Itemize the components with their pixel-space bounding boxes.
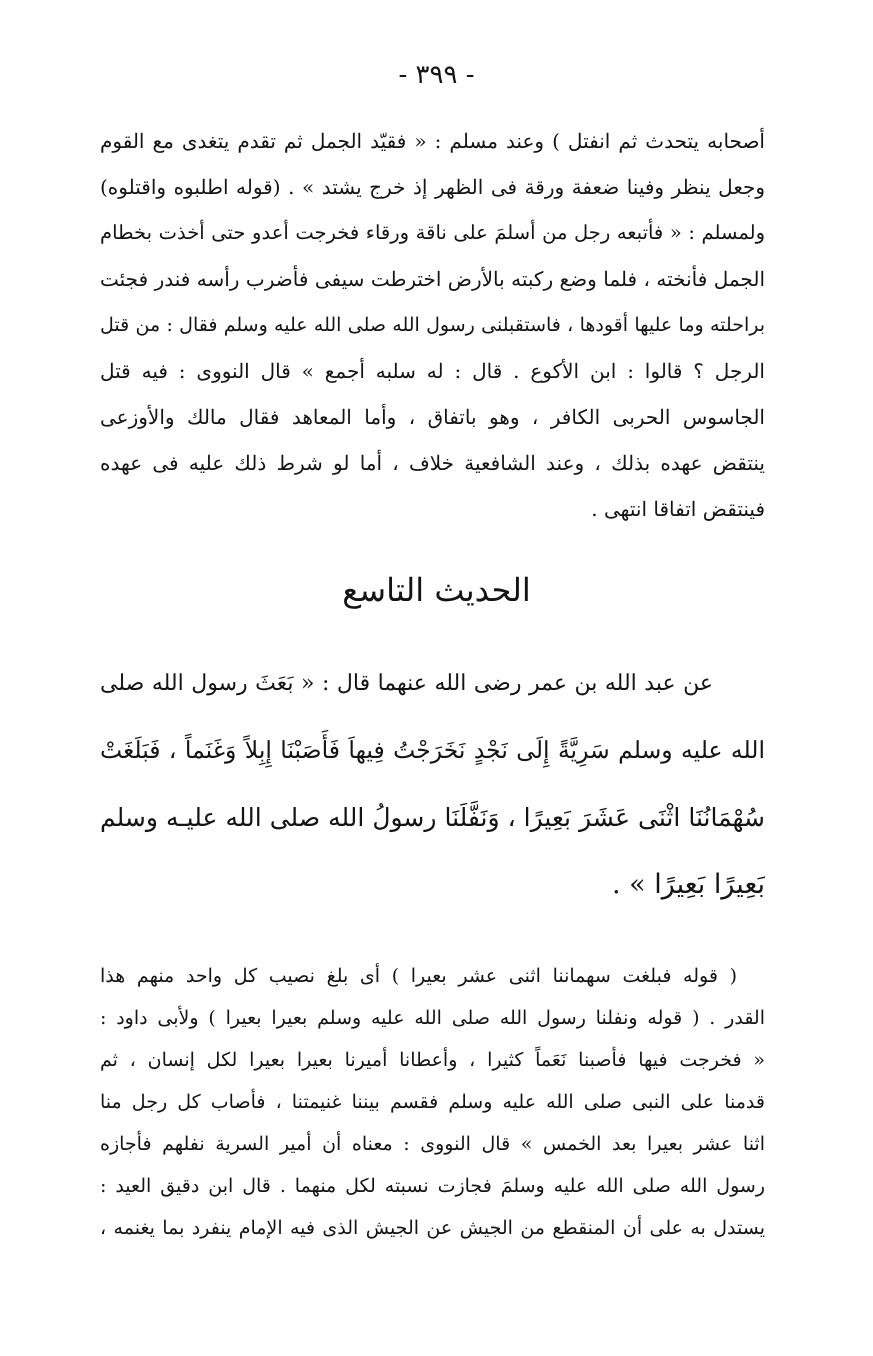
commentary-top bbox=[100, 118, 765, 532]
commentary-line: الجمل فأنخته ، فلما وضع ركبته بالأرض اخترطت سيفى فأضرب رأسه فندر فجئت bbox=[100, 267, 765, 291]
hadith-text bbox=[100, 650, 765, 918]
commentary-line: الرجل ؟ قالوا : ابن الأكوع . قال : له سلبه أجمع » قال النووى : فيه قتل bbox=[100, 359, 765, 383]
hadith-line: عن عبد الله بن عمر رضى الله عنهما قال : « بَعَثَ رسول الله صلى bbox=[100, 671, 713, 696]
commentary-line: ولمسلم : « فأتبعه رجل من أسلمَ على ناقة ورقاء فخرجت أعدو حتى أخذت بخطام bbox=[100, 221, 765, 244]
commentary-line: اثنا عشر بعيرا بعد الخمس » قال النووى : معناه أن أمير السرية نفلهم فأجازه bbox=[100, 1133, 765, 1155]
commentary-line: فينتقض اتفاقا انتهى . bbox=[591, 497, 765, 521]
hadith-line: سُهْمَانُنَا اثْنَى عَشَرَ بَعِيرًا ، وَنَفَّلَنَا رسولُ الله صلى الله عليـه وسلم bbox=[100, 803, 765, 832]
page-number: - ٣٩٩ - bbox=[398, 60, 475, 90]
commentary-bottom bbox=[100, 955, 765, 1249]
commentary-line: القدر . ( قوله ونفلنا رسول الله صلى الله عليه وسلم بعيرا بعيرا ) ولأبى داود : bbox=[100, 1007, 765, 1029]
commentary-line: ( قوله فبلغت سهماننا اثنى عشر بعيرا ) أى بلغ نصيب كل واحد منهم هذا bbox=[100, 965, 737, 987]
commentary-line: يستدل به على أن المنقطع من الجيش عن الجيش الذى فيه الإمام ينفرد بما يغنمه ، bbox=[100, 1217, 765, 1239]
commentary-line: « فخرجت فيها فأصبنا نَعَماً كثيرا ، وأعطانا أميرنا بعيرا بعيرا لكل إنسان ، ثم bbox=[100, 1049, 765, 1071]
commentary-line: ينتقض عهده بذلك ، وعند الشافعية خلاف ، أما لو شرط ذلك عليه فى عهده bbox=[100, 451, 765, 475]
commentary-line: أصحابه يتحدث ثم انفتل ) وعند مسلم : « فقيّد الجمل ثم تقدم يتغدى مع القوم bbox=[100, 129, 765, 153]
commentary-line: الجاسوس الحربى الكافر ، وهو باتفاق ، وأما المعاهد فقال مالك والأوزعى bbox=[100, 405, 765, 429]
hadith-line: بَعِيرًا بَعِيرًا » . bbox=[611, 869, 765, 900]
commentary-line: قدمنا على النبى صلى الله عليه وسلم فقسم بيننا غنيمتنا ، فأصاب كل رجل منا bbox=[100, 1091, 765, 1113]
commentary-line: رسول الله صلى الله عليه وسلمَ فجازت نسبته لكل منهما . قال ابن دقيق العيد : bbox=[100, 1175, 765, 1197]
hadith-line: الله عليه وسلم سَرِيَّةً إِلَى نَجْدٍ نَخَرَجْتُ فِيهاَ فَأَصَبْنَا إِبِلاً وَغَنَماً ، فَبَلَغَتْ bbox=[100, 736, 765, 764]
commentary-line: براحلته وما عليها أقودها ، فاستقبلنى رسول الله صلى الله عليه وسلم فقال : من قتل bbox=[100, 314, 765, 336]
commentary-line: وجعل ينظر وفينا ضعفة ورقة فى الظهر إذ خرج يشتد » . (قوله اطلبوه واقتلوه) bbox=[100, 175, 765, 199]
section-heading: الحديث التاسع bbox=[342, 571, 531, 609]
